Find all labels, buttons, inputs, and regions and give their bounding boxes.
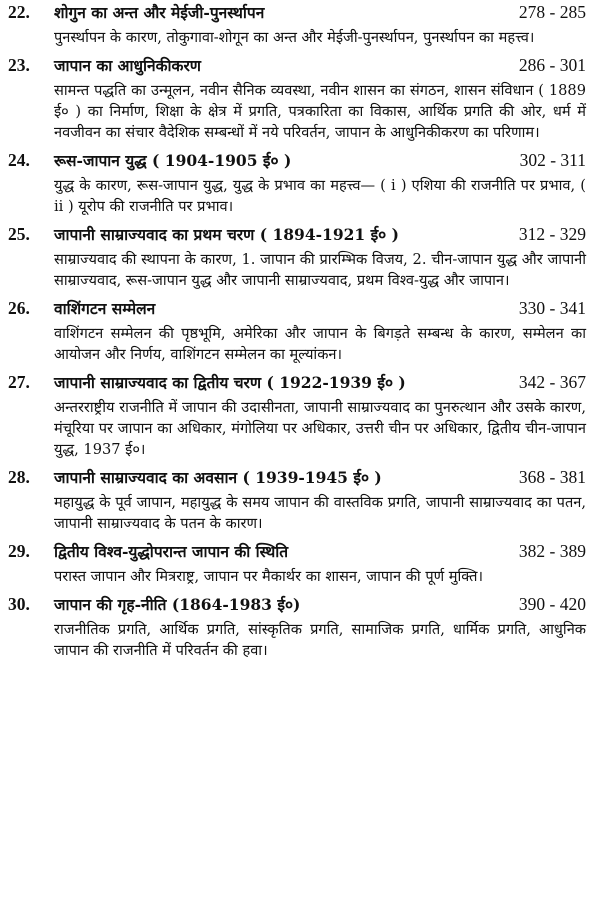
chapter-title: जापानी साम्राज्यवाद का द्वितीय चरण ( 1922-1939 ई० ) [54,373,406,392]
chapter-entry [8,2,586,48]
chapter-heading [8,2,586,23]
chapter-entry [8,55,586,143]
chapter-entry [8,594,586,661]
chapter-heading [8,372,586,393]
page-range: 278 - 285 [518,2,586,22]
page-range: 390 - 420 [518,594,586,614]
chapter-number: 24. [8,150,30,170]
chapter-heading [8,150,586,171]
chapter-description: राजनीतिक प्रगति, आर्थिक प्रगति, सांस्कृतिक प्रगति, सामाजिक प्रगति, धार्मिक प्रगति, आधुनिक जापान की राजनीति में परिवर्तन की हवा। [54,621,586,659]
chapter-number: 30. [8,594,30,614]
chapter-heading [8,224,586,245]
chapter-description: महायुद्ध के पूर्व जापान, महायुद्ध के समय जापान की वास्तविक प्रगति, जापानी साम्राज्यवाद का पतन, जापानी साम्राज्यवाद के पतन के कारण। [54,494,586,532]
page-range: 342 - 367 [518,372,586,392]
chapter-heading [8,298,586,319]
chapter-entry [8,150,586,217]
chapter-heading [8,594,586,615]
chapter-description: सामन्त पद्धति का उन्मूलन, नवीन सैनिक व्यवस्था, नवीन शासन का संगठन, शासन संविधान ( 1889 ई० ) का निर्माण, शिक्षा के क्षेत्र में प्रगति, पत्रकारिता का विकास, आर्थिक प्रगति की ओर, धर्म में नवजीवन का संचार वैदेशिक सम्बन्धों में नये परिवर्तन, जापान के आधुनिकीकरण का परिणाम। [54,82,586,141]
chapter-title: जापानी साम्राज्यवाद का प्रथम चरण ( 1894-1921 ई० ) [54,225,399,244]
chapter-title: वाशिंगटन सम्मेलन [54,299,156,318]
chapter-description: अन्तरराष्ट्रीय राजनीति में जापान की उदासीनता, जापानी साम्राज्यवाद का पुनरुत्थान और उसके कारण, मंचूरिया पर जापान का अधिकार, मंगोलिया पर अधिकार, उत्तरी चीन पर अधिकार, द्वितीय चीन-जापान युद्ध, 1937 ई०। [54,399,586,458]
chapter-heading [8,467,586,488]
chapter-title: जापानी साम्राज्यवाद का अवसान ( 1939-1945 ई० ) [54,468,382,487]
chapter-title: जापान की गृह-नीति (1864-1983 ई०) [54,595,301,614]
chapter-description: युद्ध के कारण, रूस-जापान युद्ध, युद्ध के प्रभाव का महत्त्व— ( i ) एशिया की राजनीति पर प्रभाव, ( ii ) यूरोप की राजनीति पर प्रभाव। [54,177,586,215]
chapter-number: 23. [8,55,30,75]
chapter-heading [8,55,586,76]
page-range: 368 - 381 [518,467,586,487]
chapter-title: रूस-जापान युद्ध ( 1904-1905 ई० ) [54,151,292,170]
chapter-number: 25. [8,224,30,244]
page-range: 330 - 341 [518,298,586,318]
chapter-number: 26. [8,298,30,318]
chapter-description: वाशिंगटन सम्मेलन की पृष्ठभूमि, अमेरिका और जापान के बिगड़ते सम्बन्ध के कारण, सम्मेलन का आयोजन और निर्णय, वाशिंगटन सम्मेलन का मूल्यांकन। [54,325,586,363]
chapter-number: 28. [8,467,30,487]
page-range: 302 - 311 [519,150,586,170]
page-range: 286 - 301 [518,55,586,75]
chapter-description: साम्राज्यवाद की स्थापना के कारण, 1. जापान की प्रारम्भिक विजय, 2. चीन-जापान युद्ध और जापानी साम्राज्यवाद, रूस-जापान युद्ध और जापानी साम्राज्यवाद, प्रथम विश्व-युद्ध और जापान। [54,251,586,289]
page-range: 312 - 329 [518,224,586,244]
chapter-entry [8,298,586,365]
chapter-title: शोगुन का अन्त और मेईजी-पुनर्स्थापन [54,3,265,22]
chapter-entry [8,541,586,587]
chapter-number: 22. [8,2,30,22]
page-range: 382 - 389 [518,541,586,561]
chapter-entry [8,467,586,534]
chapter-description: पुनर्स्थापन के कारण, तोकुगावा-शोगून का अन्त और मेईजी-पुनर्स्थापन, पुनर्स्थापन का महत्त्व। [54,29,535,46]
chapter-number: 29. [8,541,30,561]
chapter-title: द्वितीय विश्व-युद्धोपरान्त जापान की स्थिति [54,542,289,561]
chapter-description: परास्त जापान और मित्रराष्ट्र, जापान पर मैकार्थर का शासन, जापान की पूर्ण मुक्ति। [54,568,483,585]
chapter-entry [8,224,586,291]
chapter-title: जापान का आधुनिकीकरण [54,56,202,75]
chapter-number: 27. [8,372,30,392]
chapter-entry [8,372,586,460]
chapter-heading [8,541,586,562]
